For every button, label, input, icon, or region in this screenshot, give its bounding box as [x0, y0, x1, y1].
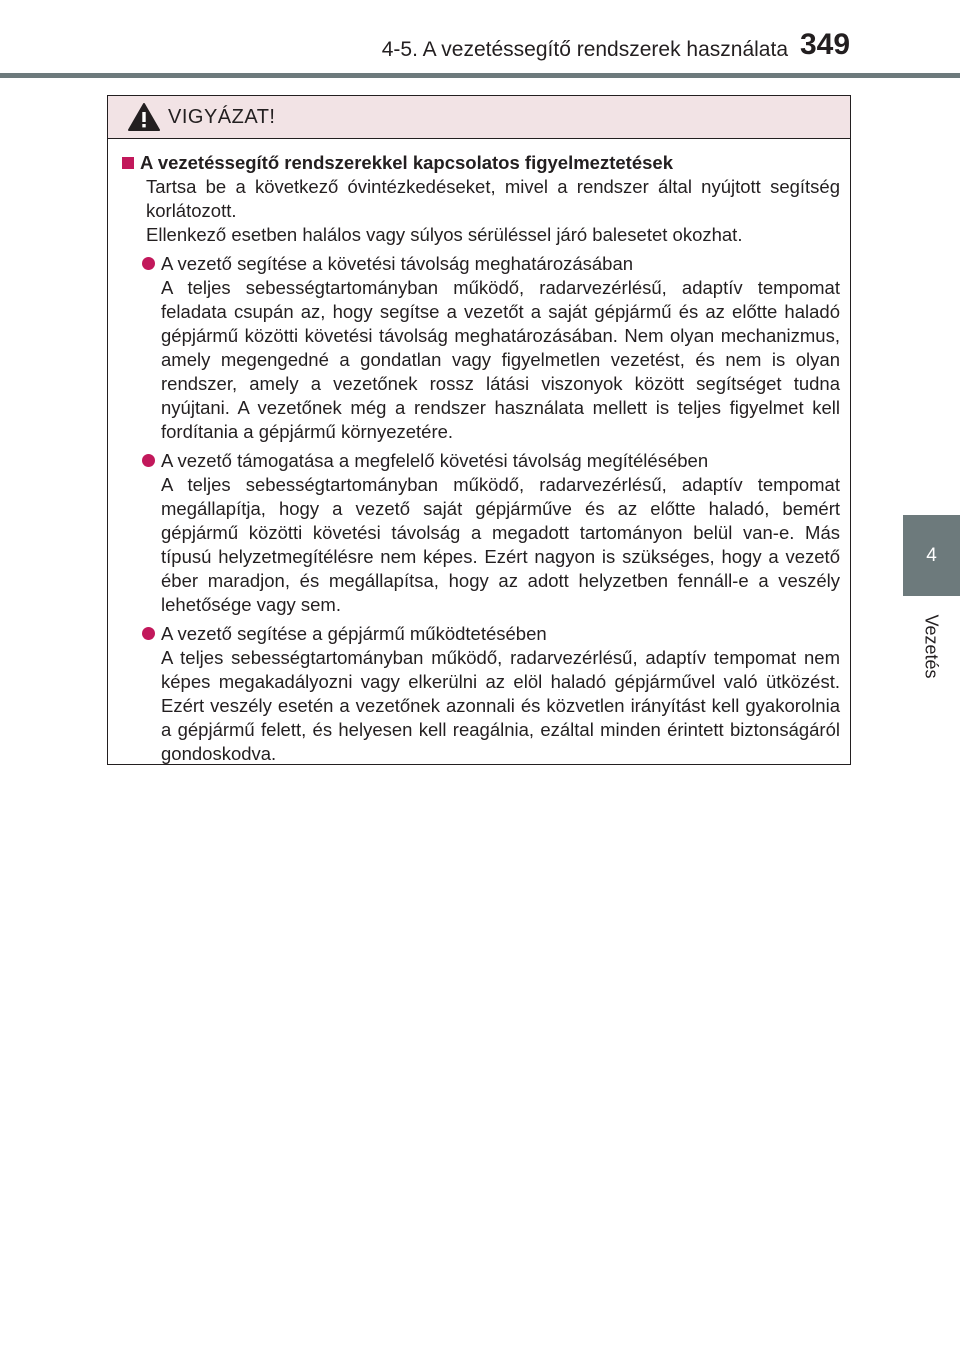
circle-bullet-icon — [142, 627, 155, 640]
caution-box — [107, 95, 851, 765]
section-heading-row — [122, 151, 840, 175]
list-item-title: A vezető segítése a gépjármű működtetésében — [161, 623, 547, 644]
warning-triangle-icon — [128, 102, 160, 132]
header-divider — [0, 73, 960, 78]
chapter-label-container — [903, 607, 960, 685]
page-section-title: 4-5. A vezetéssegítő rendszerek használata — [381, 38, 788, 61]
intro-paragraph-1: Tartsa be a következő óvintézkedéseket, mivel a rendszer által nyújtott segítség korlátozott. — [146, 176, 840, 221]
list-item — [142, 449, 840, 617]
list-item-text: A teljes sebességtartományban működő, radarvezérlésű, adaptív tempomat nem képes megakadályozni vagy elkerülni az elöl haladó gépjárművel való ütközést. Ezért veszély esetén a vezetőnek azonnali és közvetlen irányítást kell gyakorolnia a gépjármű felett, és helyesen kell reagálnia, ezáltal minden érintett biztonságáról gondoskodva. — [161, 647, 840, 764]
chapter-label: Vezetés — [922, 613, 943, 679]
list-item — [142, 622, 840, 766]
circle-bullet-icon — [142, 257, 155, 270]
page-number: 349 — [800, 28, 851, 61]
list-item-text: A teljes sebességtartományban működő, radarvezérlésű, adaptív tempomat megállapítja, hogy a vezető saját gépjárműve és az előtte haladó, bemért gépjármű közötti követési távolság a megadott tartományon belül van-e. Más típusú helyzetmegítélésre nem képes. Ezért nagyon is szükséges, hogy a vezető éber maradjon, és megállapítsa, hogy az adott helyzetben fennáll-e a veszély lehetősége vagy sem. — [161, 474, 840, 615]
caution-body — [108, 139, 850, 766]
list-item-text: A teljes sebességtartományban működő, radarvezérlésű, adaptív tempomat feladata csupán az, hogy segítse a vezetőt a saját gépjármű és az előtte haladó gépjármű közötti követési távolság meghatározásában. Nem olyan mechanizmus, amely megengedné a gondatlan vagy figyelmetlen vezetést, és nem is olyan rendszer, amely a vezetőnek rossz látási viszonyok között segítséget tudna nyújtani. A vezetőnek még a rendszer használata mellett is teljes figyelmet kell fordítania a gépjármű környezetére. — [161, 277, 840, 442]
intro-paragraph-2: Ellenkező esetben halálos vagy súlyos sérüléssel járó balesetet okozhat. — [146, 224, 743, 245]
caution-title: VIGYÁZAT! — [168, 105, 276, 128]
section-heading: A vezetéssegítő rendszerekkel kapcsolatos figyelmeztetések — [140, 152, 673, 173]
chapter-tab — [903, 515, 960, 596]
caution-header — [108, 96, 850, 139]
circle-bullet-icon — [142, 454, 155, 467]
square-bullet-icon — [122, 157, 134, 169]
list-item-title: A vezető segítése a követési távolság meghatározásában — [161, 253, 634, 274]
list-item-title: A vezető támogatása a megfelelő követési távolság megítélésében — [161, 450, 709, 471]
chapter-number: 4 — [926, 544, 937, 566]
list-item — [142, 252, 840, 444]
